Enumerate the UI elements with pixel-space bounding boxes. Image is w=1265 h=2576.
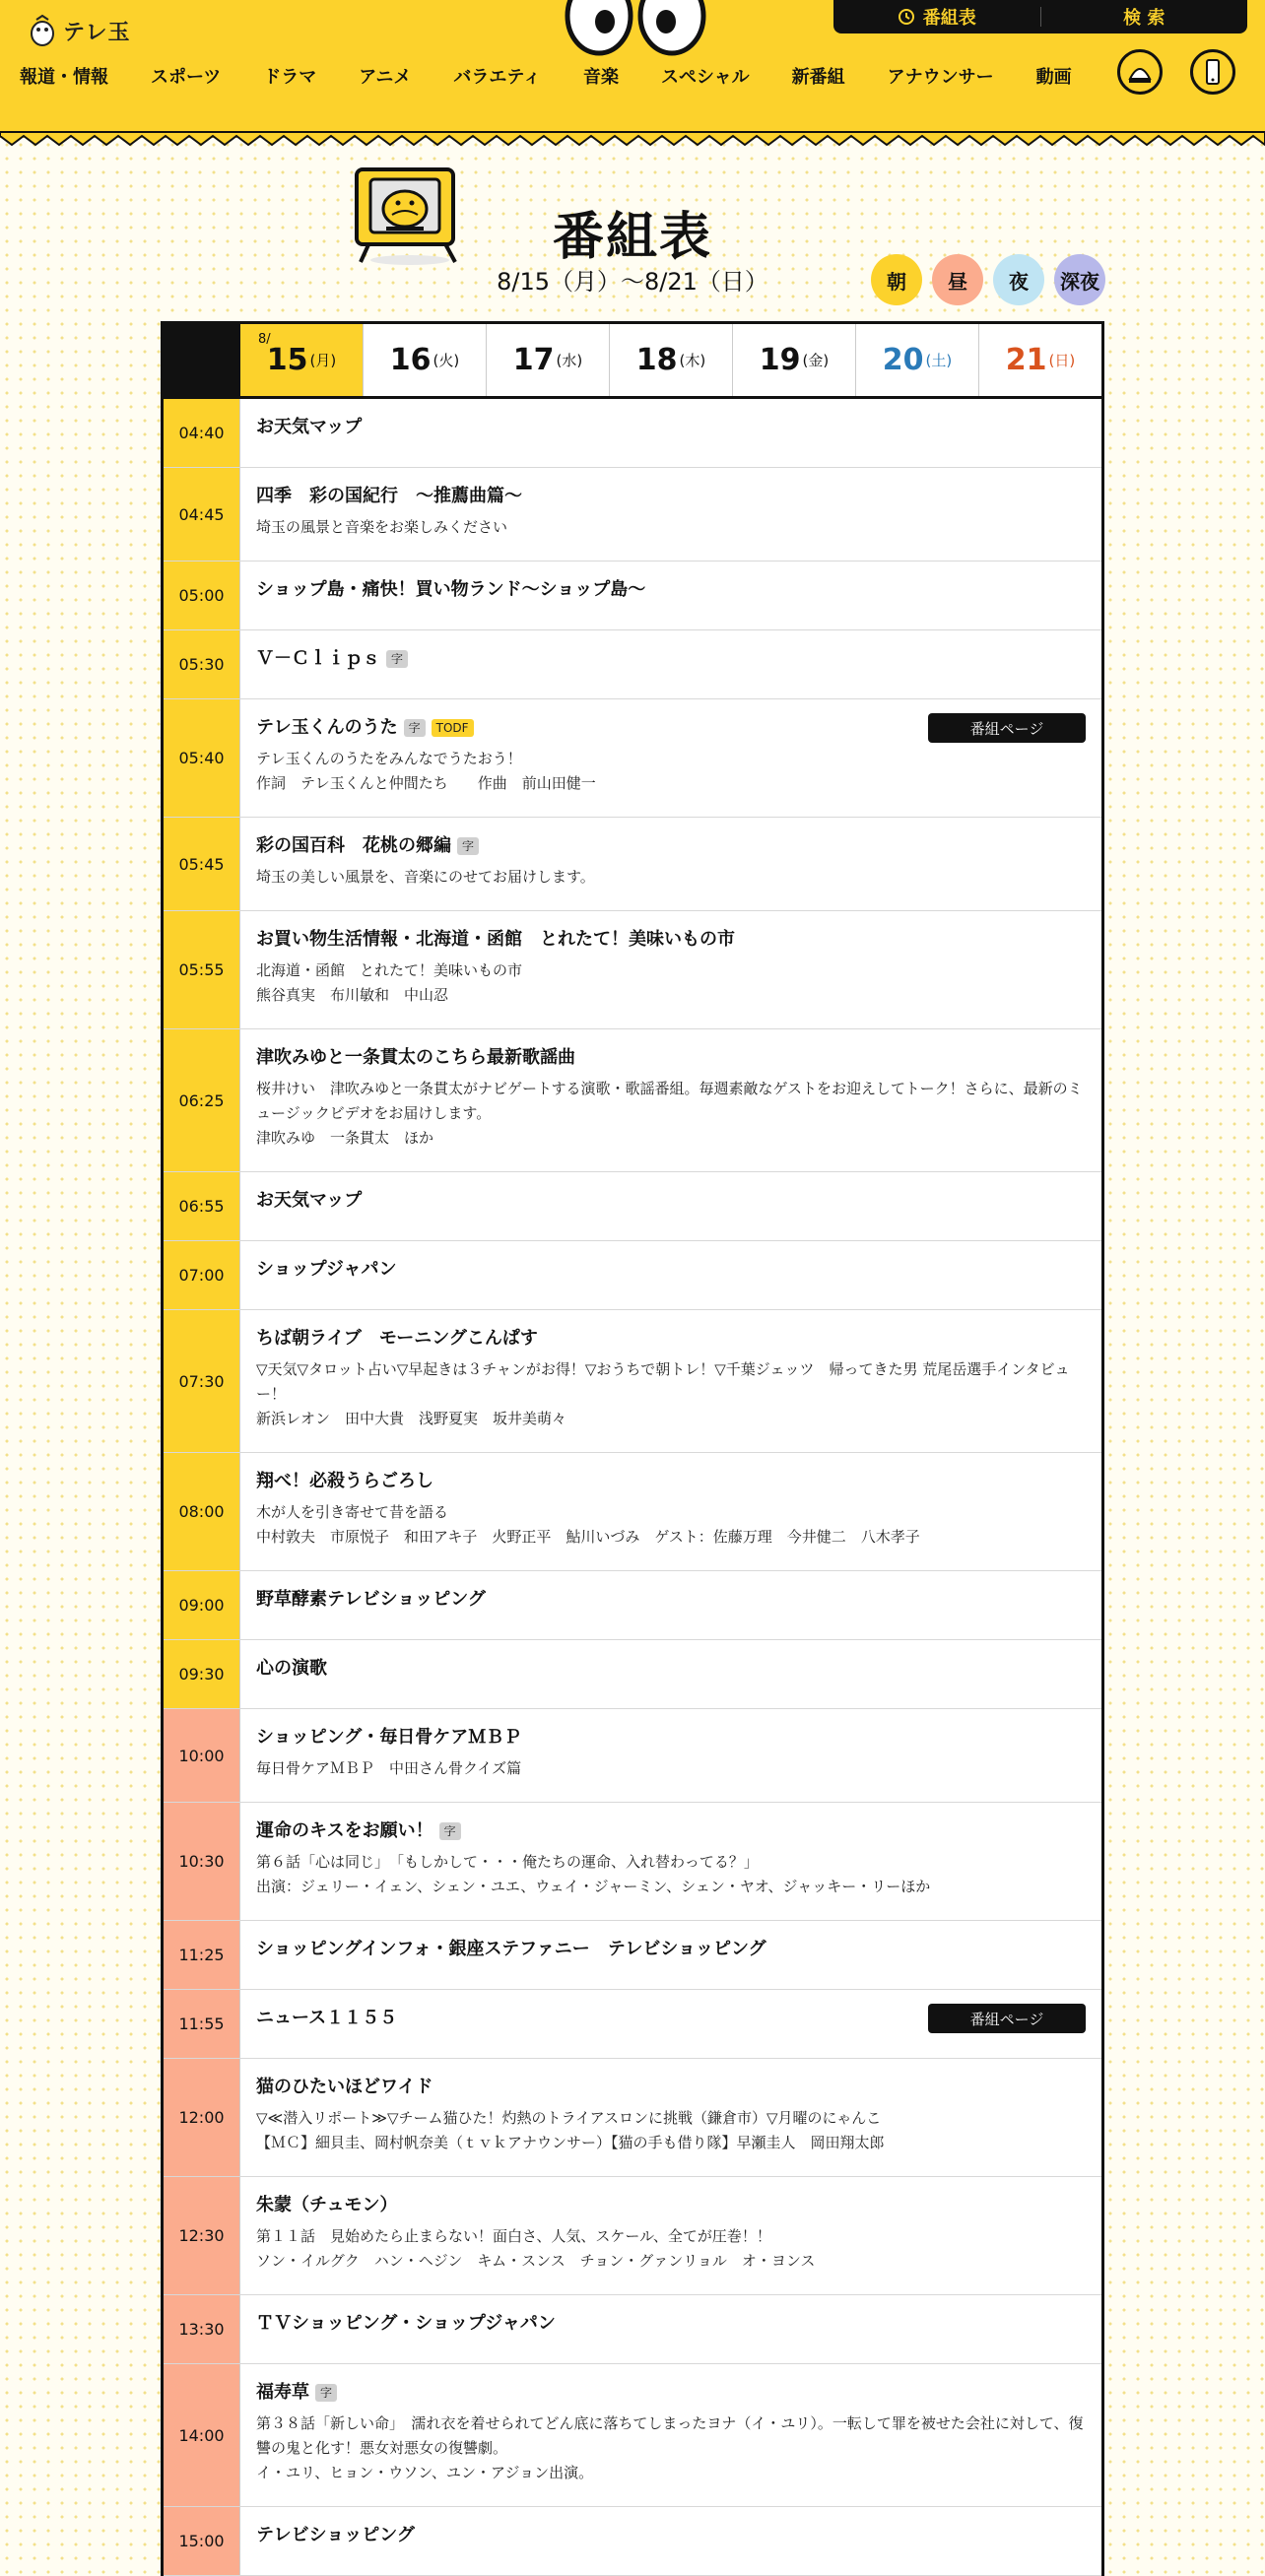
program-row[interactable]	[164, 561, 1101, 630]
program-row[interactable]	[164, 399, 1101, 468]
day-number: 18	[635, 343, 678, 377]
tv-mascot-icon	[349, 165, 463, 266]
program-time: 07:00	[164, 1241, 240, 1309]
tod-label: 深夜	[1060, 269, 1099, 294]
nav-item-special[interactable]: スペシャル	[660, 67, 750, 88]
program-title-text: 四季 彩の国紀行 ～推薦曲篇～	[256, 486, 522, 506]
program-cell	[240, 468, 1101, 561]
program-title[interactable]	[256, 1587, 1086, 1613]
program-row[interactable]	[164, 2295, 1101, 2364]
nav-item-drama[interactable]: ドラマ	[263, 67, 317, 88]
program-description: 木が人を引き寄せて昔を語る 中村敦夫 市原悦子 和田アキ子 火野正平 鮎川いづみ ゲスト：佐藤万理 今井健二 八木孝子	[256, 1503, 920, 1546]
program-cell	[240, 1709, 1101, 1802]
program-cell	[240, 911, 1101, 1028]
program-title-text: お天気マップ	[256, 417, 363, 437]
header-zigzag-edge	[0, 132, 1265, 148]
program-title[interactable]	[256, 1469, 1086, 1494]
program-title[interactable]	[256, 1257, 1086, 1283]
program-row[interactable]	[164, 1640, 1101, 1709]
day-tab[interactable]	[732, 324, 855, 396]
subtitle-badge: 字	[315, 2384, 337, 2402]
program-time: 11:25	[164, 1921, 240, 1989]
program-row[interactable]	[164, 1029, 1101, 1172]
program-description: 桜井けい 津吹みゆと一条貫太がナビゲートする演歌・歌謡番組。毎週素敵なゲストをお迎えしてトーク！さらに、最新のミュージックビデオをお届けします。 津吹みゆ 一条貫太 ほか	[256, 1080, 1083, 1147]
program-title-text: 運命のキスをお願い！	[256, 1820, 433, 1841]
day-tabs-corner	[164, 324, 240, 396]
day-number: 20	[882, 343, 924, 377]
nav-item-music[interactable]: 音楽	[582, 67, 619, 88]
day-weekday: (土)	[925, 352, 953, 369]
program-title-text: ＴＶショッピング・ショップジャパン	[256, 2313, 556, 2334]
program-title-text: ショッピングインフォ・銀座ステファニー テレビショッピング	[256, 1939, 766, 1959]
program-row[interactable]	[164, 911, 1101, 1029]
program-row[interactable]	[164, 1990, 1101, 2059]
subtitle-badge: 字	[439, 1822, 461, 1840]
program-cell	[240, 2295, 1101, 2363]
page-title: 番組表	[552, 208, 712, 267]
program-title[interactable]	[256, 1045, 1086, 1071]
program-title-text: ショップ島・痛快！買い物ランド～ショップ島～	[256, 579, 646, 600]
program-cell	[240, 1571, 1101, 1639]
program-title[interactable]	[256, 2523, 1086, 2548]
program-cell	[240, 818, 1101, 910]
schedule-grid	[161, 321, 1104, 2576]
tod-label: 夜	[1009, 269, 1029, 294]
time-of-day-noon-button[interactable]	[932, 254, 983, 305]
tod-label: 昼	[948, 269, 967, 294]
program-row[interactable]	[164, 2507, 1101, 2576]
day-number: 21	[1005, 343, 1047, 377]
day-weekday: (水)	[556, 352, 583, 369]
day-weekday: (金)	[802, 352, 830, 369]
program-cell	[240, 1453, 1101, 1570]
program-title[interactable]	[256, 1937, 1086, 1962]
program-title-text: 翔べ！必殺うらごろし	[256, 1471, 433, 1491]
program-cell	[240, 399, 1101, 467]
program-time: 15:00	[164, 2507, 240, 2575]
program-title[interactable]	[256, 1656, 1086, 1682]
day-weekday: (木)	[679, 352, 706, 369]
topbar-search-label: 検 索	[1123, 8, 1165, 29]
program-description: ▽天気▽タロット占い▽早起きは３チャンがお得！▽おうちで朝トレ！▽千葉ジェッツ 帰ってきた男 荒尾岳選手インタビュー！ 新浜レオン 田中大貴 浅野夏実 坂井美萌々	[256, 1360, 1070, 1427]
program-row[interactable]	[164, 2059, 1101, 2177]
nav-item-announcers[interactable]: アナウンサー	[887, 67, 994, 88]
day-tab[interactable]	[486, 324, 609, 396]
program-time: 04:40	[164, 399, 240, 467]
day-tabs	[164, 324, 1101, 399]
program-title[interactable]	[256, 2311, 1086, 2337]
program-title[interactable]	[256, 646, 1086, 672]
program-description: 毎日骨ケアＭＢＰ 中田さん骨クイズ篇	[256, 1759, 522, 1777]
program-row[interactable]	[164, 1241, 1101, 1310]
time-of-day-latenight-button[interactable]	[1054, 254, 1105, 305]
program-description: ▽≪潜入リポート≫▽チーム猫ひた！灼熱のトライアスロンに挑戦（鎌倉市）▽月曜のにゃんこ 【ＭＣ】細貝圭、岡村帆奈美（ｔｖｋアナウンサー）【猫の手も借り隊】早瀬圭人 岡田翔太郎	[256, 2109, 885, 2151]
clock-icon	[898, 8, 915, 26]
nav-item-new-programs[interactable]: 新番組	[791, 67, 845, 88]
day-number: 16	[389, 343, 432, 377]
site-header	[0, 0, 1265, 138]
program-time: 10:00	[164, 1709, 240, 1802]
nav-item-anime[interactable]: アニメ	[359, 67, 412, 88]
program-time: 05:00	[164, 561, 240, 629]
program-cell	[240, 2059, 1101, 2176]
nav-item-news[interactable]: 報道・情報	[20, 67, 108, 88]
logo-text: テレ玉	[63, 20, 131, 45]
program-time: 05:30	[164, 630, 240, 698]
program-time: 06:55	[164, 1172, 240, 1240]
program-description: 北海道・函館 とれたて！美味いもの市 熊谷真実 布川敏和 中山忍	[256, 961, 523, 1004]
day-weekday: (日)	[1048, 352, 1076, 369]
program-title[interactable]	[256, 484, 1086, 509]
program-row[interactable]	[164, 1453, 1101, 1571]
mascot-eyes-icon	[562, 0, 709, 59]
day-tab[interactable]	[240, 324, 363, 396]
day-weekday: (火)	[433, 352, 460, 369]
program-title-text: 朱蒙（チュモン）	[256, 2195, 398, 2215]
program-title-text: テレビショッピング	[256, 2525, 415, 2545]
program-title[interactable]	[256, 833, 1086, 859]
program-time: 12:00	[164, 2059, 240, 2176]
program-cell	[240, 2177, 1101, 2294]
program-title[interactable]	[256, 1326, 1086, 1352]
program-time: 05:55	[164, 911, 240, 1028]
program-title[interactable]	[256, 1725, 1086, 1750]
subtitle-badge: 字	[457, 837, 479, 855]
program-cell	[240, 1640, 1101, 1708]
day-number: 17	[512, 343, 555, 377]
day-number: 19	[759, 343, 801, 377]
program-row[interactable]	[164, 1172, 1101, 1241]
program-page-button[interactable]: 番組ページ	[928, 2004, 1086, 2033]
day-tab[interactable]	[609, 324, 732, 396]
program-row[interactable]	[164, 699, 1101, 818]
subtitle-badge: 字	[404, 719, 426, 737]
program-time: 09:30	[164, 1640, 240, 1708]
program-time: 12:30	[164, 2177, 240, 2294]
program-cell	[240, 2507, 1101, 2575]
program-cell	[240, 1172, 1101, 1240]
program-description: 第１１話 見始めたら止まらない！面白さ、人気、スケール、全てが圧巻！！ ソン・イルグク ハン・ヘジン キム・スンス チョン・グァンリョル オ・ヨンス	[256, 2227, 816, 2270]
program-time: 05:45	[164, 818, 240, 910]
program-cell	[240, 1241, 1101, 1309]
teletama-mascot-icon	[28, 14, 57, 47]
program-time: 04:45	[164, 468, 240, 561]
program-title[interactable]	[256, 1818, 1086, 1844]
day-tab[interactable]	[363, 324, 486, 396]
program-row[interactable]	[164, 1310, 1101, 1453]
program-title-text: ショッピング・毎日骨ケアＭＢＰ	[256, 1727, 522, 1748]
program-row[interactable]	[164, 1921, 1101, 1990]
topbar-schedule-label: 番組表	[922, 8, 976, 29]
program-title-text: 心の演歌	[256, 1658, 327, 1679]
todf-badge: TODF	[432, 719, 474, 737]
site-logo[interactable]	[28, 14, 131, 47]
subtitle-badge: 字	[386, 650, 408, 668]
program-cell	[240, 1803, 1101, 1920]
program-time: 06:25	[164, 1029, 240, 1171]
school-bell-icon	[1125, 57, 1155, 87]
program-title-text: 彩の国百科 花桃の郷編	[256, 835, 451, 856]
program-title[interactable]	[256, 2075, 1086, 2100]
program-title[interactable]	[256, 577, 1086, 603]
program-row[interactable]	[164, 1571, 1101, 1640]
program-cell	[240, 1029, 1101, 1171]
program-title-text: 津吹みゆと一条貫太のこちら最新歌謡曲	[256, 1047, 575, 1068]
program-time: 14:00	[164, 2364, 240, 2506]
program-time: 13:30	[164, 2295, 240, 2363]
program-description: 埼玉の風景と音楽をお楽しみください	[256, 518, 508, 536]
program-time: 05:40	[164, 699, 240, 817]
day-month: 8/	[258, 332, 271, 347]
program-title-text: ショップジャパン	[256, 1259, 397, 1280]
program-cell	[240, 2364, 1101, 2506]
program-time: 08:00	[164, 1453, 240, 1570]
top-utility-bar	[833, 0, 1247, 33]
smartphone-icon	[1198, 57, 1228, 87]
program-title-text: お買い物生活情報・北海道・函館 とれたて！美味いもの市	[256, 929, 735, 950]
program-title-text: Ｖ－Ｃｌｉｐｓ	[256, 648, 380, 669]
program-title-text: 福寿草	[256, 2382, 309, 2403]
nav-item-variety[interactable]: バラエティ	[453, 67, 541, 88]
main-nav	[20, 63, 1114, 89]
day-tab[interactable]	[978, 324, 1101, 396]
topbar-schedule-button[interactable]	[833, 0, 1040, 33]
program-description: 第３８話「新しい命」 濡れ衣を着せられてどん底に落ちてしまったヨナ（イ・ユリ）。一転して罪を被せた会社に対して、復讐の鬼と化す！悪女対悪女の復讐劇。 イ・ユリ、ヒョン・ウソン、ユン・アジョン出演。	[256, 2414, 1084, 2481]
day-tab[interactable]	[855, 324, 978, 396]
day-number: 15	[266, 343, 308, 377]
program-time: 07:30	[164, 1310, 240, 1452]
program-time: 11:55	[164, 1990, 240, 2058]
program-title[interactable]	[256, 2380, 1086, 2406]
topbar-search-button[interactable]	[1041, 0, 1248, 33]
program-title-text: 野草酵素テレビショッピング	[256, 1589, 486, 1610]
program-row[interactable]	[164, 818, 1101, 911]
teletama-juku-icon[interactable]	[1117, 49, 1163, 95]
program-cell	[240, 1310, 1101, 1452]
program-description: 埼玉の美しい風景を、音楽にのせてお届けします。	[256, 868, 595, 886]
program-title[interactable]	[256, 927, 1086, 953]
program-row[interactable]	[164, 468, 1101, 561]
time-of-day-morning-button[interactable]	[871, 254, 922, 305]
program-description: 第６話「心は同じ」 「もしかして・・・俺たちの運命、入れ替わってる？」 出演：ジェリー・イェン、シェン・ユエ、ウェイ・ジャーミン、シェン・ヤオ、ジャッキー・リーほか	[256, 1853, 931, 1895]
program-title[interactable]	[256, 2193, 1086, 2218]
program-title-text: テレ玉くんのうた	[256, 717, 398, 738]
nav-item-videos[interactable]: 動画	[1035, 67, 1072, 88]
program-time: 09:00	[164, 1571, 240, 1639]
program-row[interactable]	[164, 1803, 1101, 1921]
program-cell	[240, 699, 1101, 817]
teletama-point-icon[interactable]	[1190, 49, 1235, 95]
program-description: テレ玉くんのうたをみんなでうたおう！ 作詞 テレ玉くんと仲間たち 作曲 前山田健一	[256, 750, 596, 792]
program-cell	[240, 1921, 1101, 1989]
tod-label: 朝	[887, 269, 906, 294]
program-cell	[240, 1990, 1101, 2058]
program-cell	[240, 561, 1101, 629]
program-row[interactable]	[164, 2364, 1101, 2507]
program-cell	[240, 630, 1101, 698]
program-title-text: 猫のひたいほどワイド	[256, 2077, 433, 2097]
date-range: 8/15（月）〜8/21（日）	[497, 268, 768, 296]
program-title[interactable]	[256, 415, 1086, 440]
program-row[interactable]	[164, 2177, 1101, 2295]
program-title-text: ニュース１１５５	[256, 2008, 398, 2028]
program-row[interactable]	[164, 1709, 1101, 1803]
program-page-button[interactable]: 番組ページ	[928, 713, 1086, 743]
program-title[interactable]	[256, 1188, 1086, 1214]
program-time: 10:30	[164, 1803, 240, 1920]
program-row[interactable]	[164, 630, 1101, 699]
day-weekday: (月)	[309, 352, 337, 369]
program-title-text: ちば朝ライブ モーニングこんぱす	[256, 1328, 538, 1349]
program-title-text: お天気マップ	[256, 1190, 363, 1211]
nav-item-sports[interactable]: スポーツ	[151, 67, 222, 88]
time-of-day-night-button[interactable]	[993, 254, 1044, 305]
